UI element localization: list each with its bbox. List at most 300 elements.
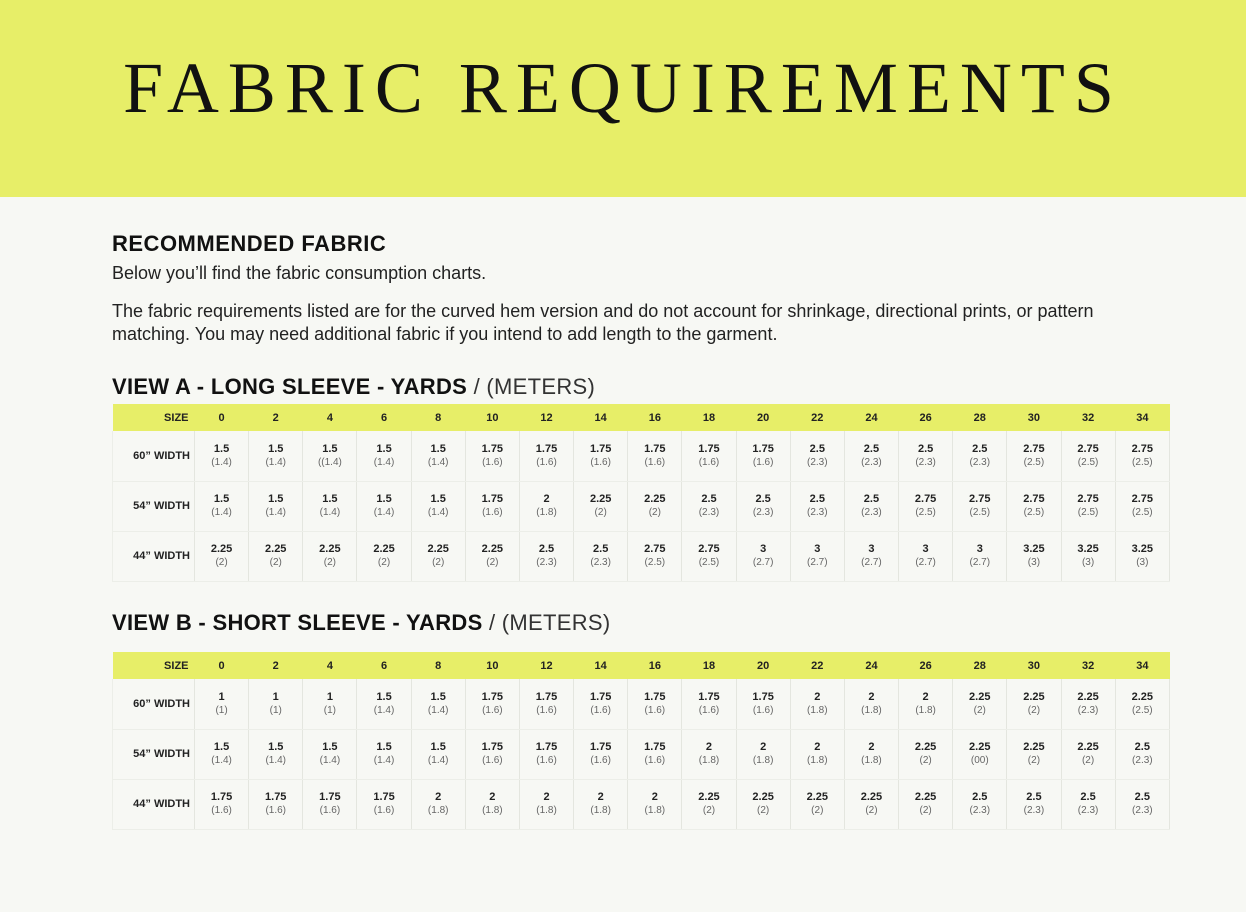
fabric-cell [899,729,953,779]
fabric-cell [899,779,953,829]
yards-value: 1.5 [376,741,392,753]
size-header: 12 [519,404,573,431]
fabric-cell [953,729,1007,779]
size-header: 24 [844,652,898,679]
fabric-cell [357,481,411,531]
meters-value: (2.3) [1077,704,1099,716]
yards-value: 2 [868,690,875,703]
fabric-cell [249,729,303,779]
yards-value: 1.5 [322,442,338,455]
yards-value: 2.25 [589,493,612,505]
meters-value: (2.7) [807,557,828,568]
meters-value: (2.5) [698,557,720,568]
size-header: 28 [953,652,1007,679]
meters-value: (1.6) [536,704,557,716]
fabric-cell [736,531,790,581]
yards-value: 1.75 [481,741,504,753]
meters-value: (2.3) [752,507,774,518]
fabric-cell [195,679,249,729]
yards-value: 2.75 [969,493,991,505]
meters-value: (1.4) [427,507,449,518]
fabric-cell [899,481,953,531]
fabric-cell [574,431,628,481]
size-header: 16 [628,652,682,679]
meters-value: (1) [323,704,336,716]
yards-value: 3.25 [1077,543,1099,555]
fabric-cell [790,679,844,729]
yards-value: 1.5 [213,442,230,455]
meters-value: (2) [323,557,336,568]
yards-value: 2.25 [1023,690,1045,703]
fabric-cell [465,729,519,779]
yards-value: 2 [922,690,929,703]
meters-value: (1.8) [861,755,882,766]
size-header: 30 [1007,404,1061,431]
fabric-cell [844,729,898,779]
fabric-cell [1061,481,1115,531]
fabric-cell [682,431,736,481]
fabric-cell [574,779,628,829]
yards-value: 2.75 [1077,442,1099,455]
view-a-table [112,404,1170,582]
fabric-cell [1115,481,1169,531]
fabric-cell [519,729,573,779]
fabric-cell [790,729,844,779]
fabric-cell [411,531,465,581]
meters-value: (2.5) [1132,456,1153,468]
meters-value: (1.6) [644,456,666,468]
fabric-cell [953,481,1007,531]
size-header: 20 [736,404,790,431]
size-header: 14 [574,652,628,679]
fabric-cell [1007,531,1061,581]
size-header: 6 [357,652,411,679]
meters-value: (1.6) [319,805,341,816]
size-header: 28 [953,404,1007,431]
page-title: FABRIC REQUIREMENTS [123,48,1123,128]
fabric-cell [1007,729,1061,779]
fabric-cell [357,729,411,779]
recommended-fabric-heading: RECOMMENDED FABRIC [112,231,387,256]
yards-value: 1.75 [481,690,504,703]
view-b-title [112,610,611,636]
yards-value: 2.25 [914,791,937,803]
fabric-cell [736,729,790,779]
yards-value: 2 [489,791,496,803]
yards-value: 1.5 [322,493,338,505]
fabric-cell [195,431,249,481]
yards-value: 1.5 [268,493,284,505]
yards-value: 2 [543,791,550,803]
yards-value: 2 [814,741,821,753]
meters-value: (1.4) [373,507,395,518]
yards-value: 2.75 [644,543,666,555]
yards-value: 2 [814,690,821,703]
yards-value: 1.5 [322,741,338,753]
meters-value: (1.6) [698,704,720,716]
fabric-cell [465,481,519,531]
fabric-cell [357,779,411,829]
fabric-cell [519,679,573,729]
fabric-cell [411,679,465,729]
meters-value: (2) [215,557,228,568]
meters-value: (1.6) [482,456,503,468]
meters-value: (1.8) [482,805,503,816]
fabric-cell [844,481,898,531]
fabric-cell [465,779,519,829]
yards-value: 1 [218,690,225,703]
yards-value: 2.5 [809,493,825,505]
yards-value: 1.5 [376,690,392,703]
yards-value: 3.25 [1131,543,1154,555]
meters-value: (2.3) [590,557,611,568]
meters-value: (1.8) [427,805,449,816]
fabric-cell [790,431,844,481]
size-header: 10 [465,404,519,431]
yards-value: 1.75 [589,442,612,455]
yards-value: 2.25 [373,543,395,555]
fabric-cell [357,431,411,481]
fabric-cell [1061,531,1115,581]
fabric-cell [519,531,573,581]
table-row [113,679,1170,729]
yards-value: 1.75 [589,690,612,703]
size-header: 2 [249,404,303,431]
meters-value: (2) [377,557,391,568]
yards-value: 1.5 [430,690,446,703]
size-header: 30 [1007,652,1061,679]
meters-value: (1.6) [265,805,287,816]
meters-value: (2.3) [1132,805,1153,816]
size-header: 4 [303,652,357,679]
view-b-title-sub: / (METERS) [482,610,611,635]
view-b-title-main: VIEW B - SHORT SLEEVE - YARDS [112,610,483,635]
fabric-cell [249,679,303,729]
fabric-cell [844,531,898,581]
meters-value: (1.8) [861,704,882,716]
yards-value: 2.5 [755,493,771,505]
yards-value: 1.5 [376,493,392,505]
fabric-cell [682,779,736,829]
meters-value: (1.8) [915,704,936,716]
meters-value: (2.7) [752,557,774,568]
size-header: 32 [1061,652,1115,679]
fabric-cell [303,531,357,581]
meters-value: (1.4) [319,507,341,518]
fabric-cell [1007,779,1061,829]
meters-value: (2.5) [1023,507,1045,518]
size-header: 8 [411,652,465,679]
yards-value: 2.25 [806,791,828,803]
yards-value: 3 [814,543,821,555]
size-header: 26 [899,652,953,679]
yards-value: 2.5 [863,442,880,455]
fabric-cell [844,679,898,729]
meters-value: (2) [757,805,770,816]
yards-value: 1.75 [644,741,666,753]
yards-value: 2.25 [860,791,883,803]
meters-value: (1.6) [590,755,611,766]
yards-value: 2.25 [427,543,449,555]
size-header: 24 [844,404,898,431]
size-header: 22 [790,404,844,431]
meters-value: (1.4) [265,507,287,518]
fabric-cell [195,729,249,779]
yards-value: 2.25 [969,690,991,703]
fabric-cell [1115,779,1169,829]
meters-value: (3) [1081,557,1095,568]
meters-value: (2.3) [969,456,991,468]
yards-value: 1 [272,690,279,703]
yards-value: 3 [976,543,983,555]
fabric-cell [628,679,682,729]
table-row [113,729,1170,779]
yards-value: 3 [868,543,875,555]
meters-value: (2.3) [915,456,936,468]
size-header: 18 [682,404,736,431]
yards-value: 1.75 [589,741,612,753]
size-header: 26 [899,404,953,431]
yards-value: 2.5 [701,493,717,505]
meters-value: (2) [594,507,607,518]
fabric-cell [682,679,736,729]
yards-value: 2 [597,791,604,803]
yards-value: 1.75 [752,442,774,455]
view-b-table [112,652,1170,830]
size-header: 10 [465,652,519,679]
yards-value: 2.5 [1080,791,1096,803]
width-label: 54” WIDTH [113,729,195,779]
meters-value: (2.3) [969,805,991,816]
size-header: 14 [574,404,628,431]
view-a-title [112,374,595,400]
fabric-cell [682,531,736,581]
size-header: 20 [736,652,790,679]
fabric-cell [628,481,682,531]
meters-value: (3) [1136,557,1149,568]
fabric-cell [303,679,357,729]
fabric-cell [574,679,628,729]
meters-value: (1.6) [482,507,503,518]
fabric-cell [465,679,519,729]
size-header: 2 [249,652,303,679]
yards-value: 1.75 [644,690,666,703]
yards-value: 2.25 [265,543,287,555]
view-a-title-sub: / (METERS) [467,374,596,399]
meters-value: (2) [1027,704,1041,716]
fabric-cell [195,531,249,581]
meters-value: (1.6) [644,704,666,716]
fabric-cell [519,481,573,531]
meters-value: (1.4) [427,704,449,716]
meters-value: (2) [432,557,445,568]
meters-value: (2.5) [1132,704,1153,716]
meters-value: (2) [1027,755,1041,766]
fabric-cell [411,779,465,829]
meters-value: (2.5) [644,557,666,568]
width-label: 60” WIDTH [113,431,195,481]
yards-value: 2 [760,741,767,753]
fabric-cell [1115,531,1169,581]
yards-value: 1.5 [268,741,284,753]
meters-value: (1.8) [536,507,557,518]
yards-value: 3.25 [1023,543,1045,555]
yards-value: 1.75 [481,442,504,455]
meters-value: (1.4) [427,456,449,468]
meters-value: (1.8) [536,805,557,816]
fabric-cell [1061,779,1115,829]
size-header: 16 [628,404,682,431]
size-header: 34 [1115,652,1169,679]
yards-value: 2.5 [972,791,988,803]
yards-value: 2.5 [863,493,880,505]
meters-value: (1.4) [373,456,395,468]
yards-value: 1.75 [319,791,341,803]
meters-value: (1.8) [590,805,611,816]
yards-value: 2.25 [644,493,666,505]
meters-value: (2) [865,805,878,816]
meters-value: (2.5) [1077,507,1099,518]
fabric-cell [574,531,628,581]
fabric-cell [411,431,465,481]
meters-value: (1) [269,704,282,716]
yards-value: 1.5 [430,741,446,753]
meters-value: (2) [486,557,499,568]
yards-value: 1.75 [698,442,720,455]
yards-value: 2.75 [1131,493,1154,505]
yards-value: 2.25 [1131,690,1154,703]
meters-value: (2.3) [861,507,882,518]
yards-value: 1.5 [376,442,392,455]
meters-value: (2) [973,704,986,716]
width-label: 54” WIDTH [113,481,195,531]
fabric-cell [682,481,736,531]
yards-value: 2.5 [593,543,609,555]
meters-value: (2.3) [807,456,828,468]
yards-value: 2.75 [914,493,937,505]
yards-value: 2 [868,741,875,753]
meters-value: (2.3) [698,507,720,518]
fabric-cell [899,531,953,581]
yards-value: 2.75 [1077,493,1099,505]
fabric-cell [628,431,682,481]
fabric-cell [899,431,953,481]
fabric-cell [357,679,411,729]
meters-value: (2) [269,557,282,568]
yards-value: 2.75 [1023,442,1045,455]
yards-value: 2.5 [1026,791,1042,803]
meters-value: (2) [919,805,932,816]
meters-value: (2) [702,805,716,816]
meters-value: (2) [919,755,932,766]
fabric-cell [465,431,519,481]
meters-value: (1.8) [807,755,828,766]
meters-value: (1.6) [590,704,611,716]
fabric-cell [249,481,303,531]
meters-value: (2.3) [1023,805,1045,816]
meters-value: (00) [970,755,989,766]
fabric-cell [736,679,790,729]
meters-value: (1.6) [752,456,774,468]
yards-value: 2.75 [1023,493,1045,505]
table-row [113,481,1170,531]
yards-value: 1.75 [535,442,558,455]
fabric-cell [628,779,682,829]
meters-value: (1.8) [644,805,666,816]
fabric-cell [519,779,573,829]
fabric-cell [790,531,844,581]
fabric-cell [574,481,628,531]
yards-value: 1.5 [430,442,446,455]
meters-value: (1.4) [373,755,395,766]
yards-value: 2.25 [1077,741,1099,753]
view-a-title-main: VIEW A - LONG SLEEVE - YARDS [112,374,468,399]
yards-value: 2 [435,791,442,803]
meters-value: (1.6) [752,704,774,716]
yards-value: 1.75 [644,442,666,455]
meters-value: (2.3) [861,456,882,468]
meters-value: (1.6) [536,755,557,766]
size-header: 18 [682,652,736,679]
meters-value: (1.6) [644,755,666,766]
width-label: 44” WIDTH [113,779,195,829]
fabric-cell [953,779,1007,829]
yards-value: 1.5 [430,493,446,505]
meters-value: (1) [215,704,228,716]
meters-value: (2.3) [807,507,828,518]
fabric-cell [1061,729,1115,779]
meters-value: (2.5) [915,507,936,518]
yards-value: 1.5 [213,493,230,505]
fabric-cell [303,431,357,481]
meters-value: (1.6) [482,704,503,716]
meters-value: (1.4) [373,704,395,716]
meters-value: (1.8) [752,755,774,766]
yards-value: 2.5 [972,442,988,455]
fabric-cell [1115,431,1169,481]
yards-value: 1.5 [213,741,230,753]
size-label: SIZE [113,652,195,679]
yards-value: 2.5 [1134,741,1150,753]
width-label: 44” WIDTH [113,531,195,581]
yards-value: 2.25 [698,791,720,803]
meters-value: (2.3) [1132,755,1153,766]
requirements-note: The fabric requirements listed are for the curved hem version and do not account for shrinkage, directional prints, or pattern matching. You may need additional fabric if you intend to add length to the garment. [112,301,1094,344]
yards-value: 1.75 [265,791,287,803]
yards-value: 2.25 [1077,690,1099,703]
meters-value: (2) [1081,755,1095,766]
meters-value: (2.7) [861,557,882,568]
yards-value: 2.25 [319,543,341,555]
meters-value: (1.6) [482,755,503,766]
yards-value: 1.75 [481,493,504,505]
meters-value: (1.6) [698,456,720,468]
yards-value: 2.25 [481,543,504,555]
fabric-cell [465,531,519,581]
yards-value: 1.75 [210,791,233,803]
size-header-row [113,652,1170,679]
meters-value: (1.4) [211,456,232,468]
yards-value: 2.5 [538,543,555,555]
size-header: 4 [303,404,357,431]
width-label: 60” WIDTH [113,679,195,729]
meters-value: (1.4) [265,456,287,468]
fabric-cell [249,531,303,581]
yards-value: 2.5 [809,442,825,455]
fabric-cell [628,729,682,779]
table-row [113,431,1170,481]
meters-value: (2) [648,507,661,518]
